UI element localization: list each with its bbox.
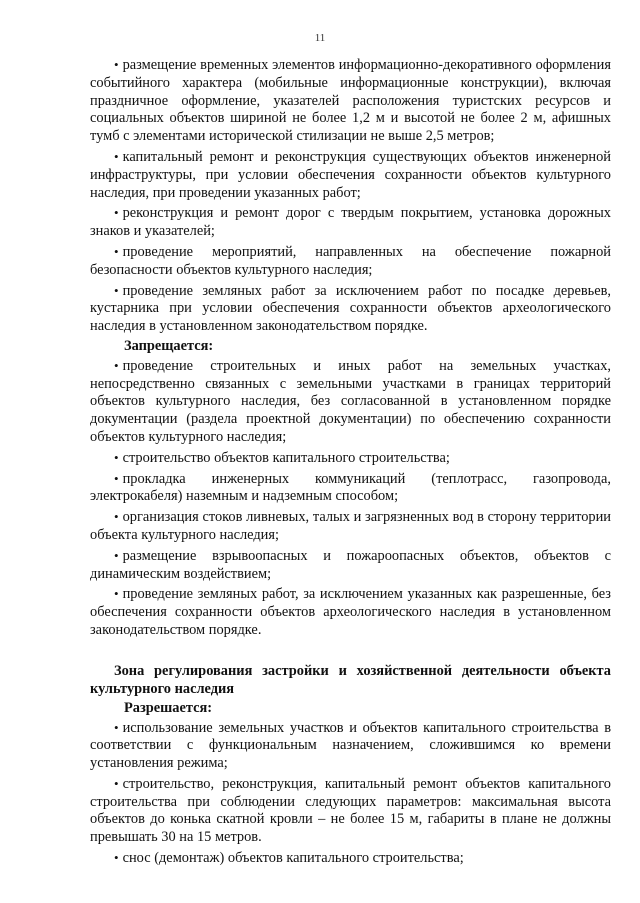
allowed-heading: Разрешается:: [124, 699, 213, 716]
bullet-icon: •: [114, 547, 119, 563]
list-item: • строительство объектов капитального строительства;: [114, 449, 450, 466]
bullet-icon: •: [114, 57, 119, 72]
list-item: • организация стоков ливневых, талых и загрязненных вод в сторону территории объекта культурного наследия;: [90, 509, 611, 543]
bullet-icon: •: [114, 282, 119, 298]
list-item: • размещение взрывоопасных и пожароопасных объектов, объектов с динамическим воздействием;: [90, 547, 611, 582]
list-item: • проведение земляных работ, за исключением указанных как разрешенные, без обеспечения сохранности объектов археологического наследия в установленном законодательством порядке.: [90, 586, 611, 638]
list-item: • реконструкция и ремонт дорог с твердым покрытием, установка дорожных знаков и указателей;: [90, 205, 611, 240]
list-item: • использование земельных участков и объектов капитального строительства в соответствии с функциональным назначением, сложившимся ко времени установления режима;: [90, 719, 611, 772]
bullet-icon: •: [114, 357, 119, 373]
top-bullet-list: [90, 56, 611, 336]
list-item: • проведение строительных и иных работ на земельных участках, непосредственно связанных с земельными участками в границах территорий объектов культурного наследия, без согласованной в установленном порядке документации (раздела проектной документации) по обеспечению сохранности объектов культурного наследия;: [90, 357, 611, 445]
bullet-icon: •: [114, 719, 119, 735]
bullet-icon: •: [114, 509, 119, 525]
prohibited-list: [90, 357, 611, 640]
bullet-icon: •: [114, 586, 119, 602]
document-body: [90, 56, 611, 870]
list-item: • строительство, реконструкция, капитальный ремонт объектов капитального строительства при соблюдении следующих параметров: максимальная высота объектов до конька скатной кровли – не более 15 м, габариты в плане не должны превышать 30 на 15 метров.: [90, 775, 611, 846]
list-item: • прокладка инженерных коммуникаций (теплотрасс, газопровода, электрокабеля) наземным и надземным способом;: [90, 470, 611, 505]
bullet-icon: •: [114, 470, 119, 486]
bullet-icon: •: [114, 449, 119, 465]
list-item: • размещение временных элементов информационно-декоративного оформления событийного характера (мобильные информационные конструкции), включая праздничное оформление, указателей расположения туристских ресурсов и социальных объектов шириной не более 1,2 м и высотой не более 2 м, афишных тумб с элементами исторической стилизации не выше 2,5 метров;: [90, 57, 611, 145]
list-item: • проведение мероприятий, направленных на обеспечение пожарной безопасности объектов культурного наследия;: [90, 243, 611, 278]
bullet-icon: •: [114, 775, 119, 791]
bullet-icon: •: [114, 205, 119, 221]
bullet-icon: •: [114, 850, 119, 866]
page-number: 11: [314, 32, 326, 44]
prohibited-heading: Запрещается:: [124, 337, 214, 354]
bullet-icon: •: [114, 148, 119, 164]
list-item: • проведение земляных работ за исключением работ по посадке деревьев, кустарника при условии обеспечения сохранности объектов археологического наследия в установленном законодательством порядке.: [90, 282, 611, 335]
list-item: • снос (демонтаж) объектов капитального строительства;: [114, 850, 464, 867]
allowed-list: [90, 719, 611, 868]
zone-title: Зона регулирования застройки и хозяйственной деятельности объекта культурного наследия: [90, 662, 611, 697]
list-item: • капитальный ремонт и реконструкция существующих объектов инженерной инфраструктуры, при условии обеспечения сохранности объектов культурного наследия, при проведении указанных работ;: [90, 148, 611, 201]
bullet-icon: •: [114, 243, 119, 259]
